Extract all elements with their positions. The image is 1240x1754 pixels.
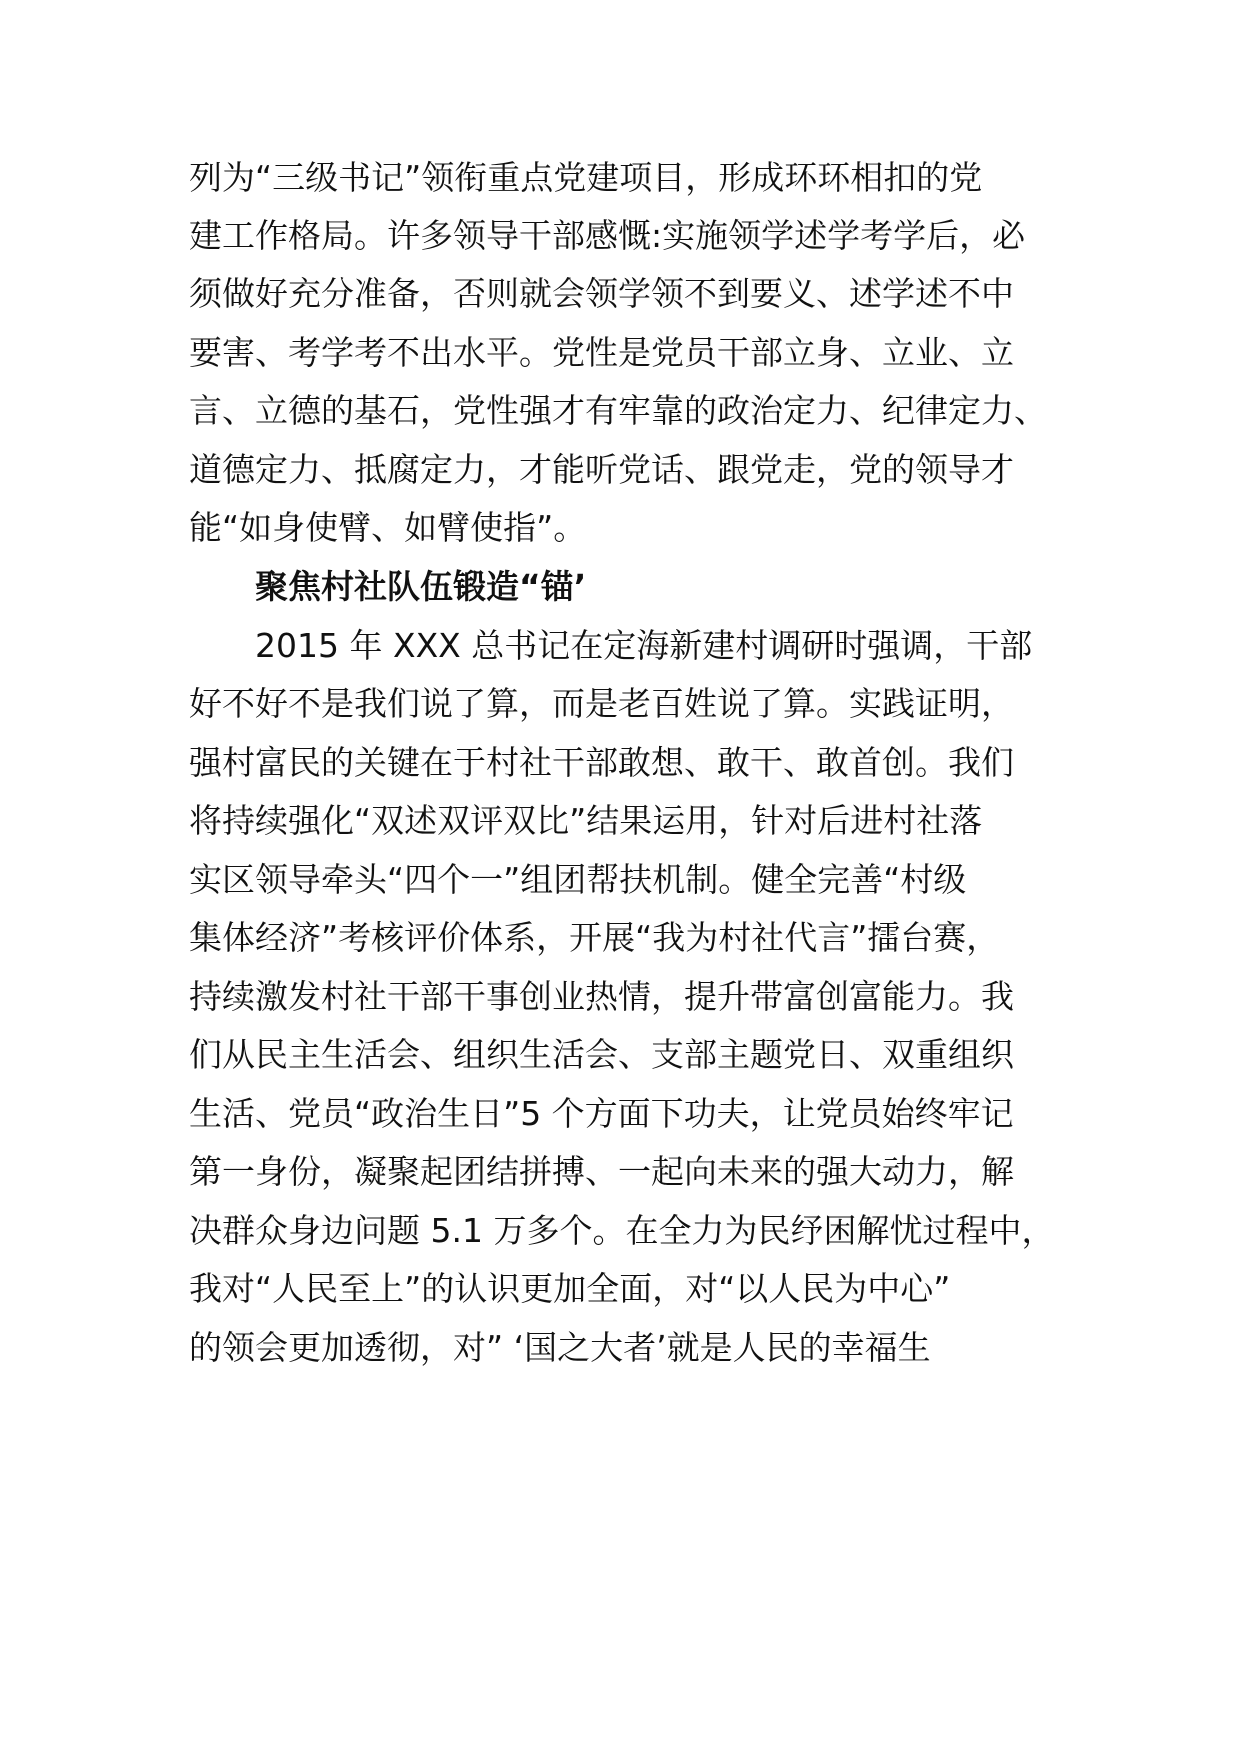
text-line: 能“如身使臂、如臂使指”。 — [189, 508, 587, 547]
text-line: 要害、考学考不出水平。党性是党员干部立身、立业、立 — [189, 333, 1014, 372]
text-line: 实区领导牵头“四个一”组团帮扶机制。健全完善“村级 — [189, 860, 967, 899]
section-heading: 聚焦村社队伍锻造“锚’ — [255, 567, 587, 606]
text-line: 将持续强化“双述双评双比”结果运用，针对后进村社落 — [189, 801, 983, 840]
text-line: 建工作格局。许多领导干部感慨:实施领学述学考学后，必 — [189, 216, 1026, 255]
text-line: 言、立德的基石，党性强才有牢靠的政治定力、纪律定力、 — [189, 391, 1047, 430]
text-line: 2015 年 XXX 总书记在定海新建村调研时强调，干部 — [255, 626, 1033, 665]
text-line: 我对“人民至上”的认识更加全面，对“以人民为中心” — [189, 1269, 951, 1308]
text-line: 强村富民的关键在于村社干部敢想、敢干、敢首创。我们 — [189, 743, 1014, 782]
text-line: 们从民主生活会、组织生活会、支部主题党日、双重组织 — [189, 1035, 1014, 1074]
text-line: 的领会更加透彻，对” ‘国之大者’就是人民的幸福生 — [189, 1328, 931, 1367]
text-line: 持续激发村社干部干事创业热情，提升带富创富能力。我 — [189, 977, 1014, 1016]
text-line: 须做好充分准备，否则就会领学领不到要义、述学述不中 — [189, 274, 1014, 313]
text-line: 道德定力、抵腐定力，才能听党话、跟党走，党的领导才 — [189, 450, 1014, 489]
text-line: 集体经济”考核评价体系，开展“我为村社代言”擂台赛， — [189, 918, 1000, 957]
text-line: 生活、党员“政治生日”5 个方面下功夫，让党员始终牢记 — [189, 1094, 1014, 1133]
text-line: 好不好不是我们说了算，而是老百姓说了算。实践证明， — [189, 684, 1014, 723]
text-line: 决群众身边问题 5.1 万多个。在全力为民纾困解忧过程中， — [189, 1211, 1055, 1250]
text-line: 第一身份，凝聚起团结拼搏、一起向未来的强大动力，解 — [189, 1152, 1014, 1191]
text-line: 列为“三级书记”领衔重点党建项目，形成环环相扣的党 — [189, 158, 983, 197]
